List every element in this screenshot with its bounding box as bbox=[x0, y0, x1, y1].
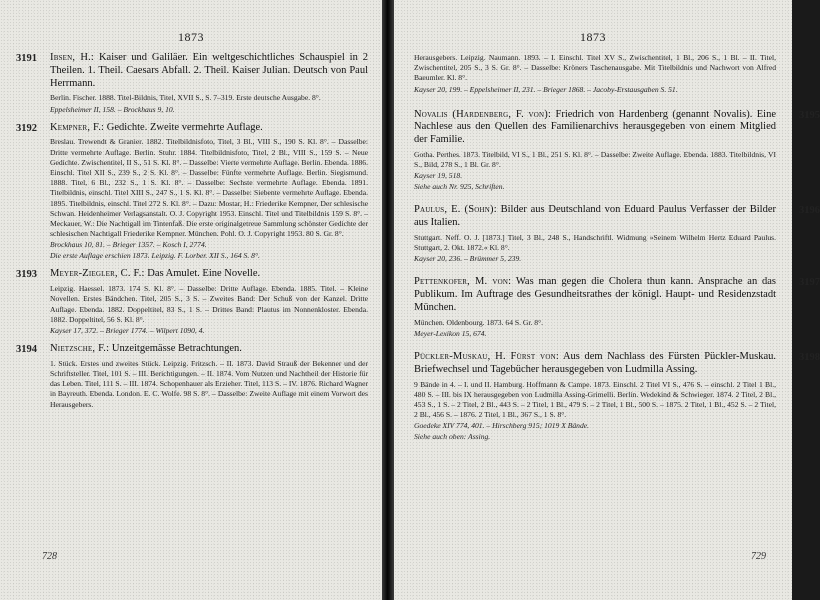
entry-number: 3195 bbox=[799, 109, 820, 121]
entry-details: Breslau. Trewendt & Granier. 1882. Titelbildnisfoto, Titel, 3 Bl., VIII S., 190 S. Kl. 8°. – Dasselbe: Dritte vermehrte Auflage. Berlin. Stuhr. 1884. Titelbildnisfoto, Titel, 2 Bl., VIII S., 159 S. – Neue Gedichte. Zwischentitel, II S., 51 S. Kl. 8°. – Dasselbe: Vierte vermehrte Auflage. Berlin. Ebenda. 1886. Einschl. Titel XII S., 239 S., 2 S. Kl. 8°. – Dasselbe: Fünfte vermehrte Auflage. Berlin. Siegismund. 1888. Titel, 6 Bl., 232 S., 1 S. Kl. 8°. – Dasselbe: Sechste vermehrte Auflage. Ebenda. 1891. Titelbildnis, einschl. Titel XIII S., 247 S., 1 S. Kl. 8°. – Dasselbe: Siebente vermehrte Auflage. Ebenda. 1895. Titelbildnis, einschl. Titel 272 S. Kl. 8°. – Dazu: Mostar, H.: Friederike Kempner, Der schlesische Schwan. Heidenheimer Verlagsanstalt. O. J. Copyright 1953. Einschl. Titel und Titelbildnis 159 S. 8°. – Meckauer, W.: Die Nachtigall im Tintenfaß. Die erste originalgetreue Sammlung schönster Gedichte der schlesischen Nachtigall Friederike Kempner. München. Pohl. O. J. Copyright 1953. 80 S. Gr. 8°. bbox=[50, 137, 368, 239]
entry-note: Die erste Auflage erschien 1873. Leipzig. F. Lorber. XII S., 164 S. 8°. bbox=[50, 251, 260, 261]
entry-body bbox=[414, 204, 776, 264]
entry-author: Meyer-Ziegler, C. F.: bbox=[50, 268, 145, 280]
right-page-year: 1873 bbox=[580, 30, 606, 44]
left-page-number: 728 bbox=[42, 551, 57, 562]
left-page-year: 1873 bbox=[178, 30, 204, 44]
entry-number: 3198 bbox=[799, 352, 820, 363]
entry-title-text: Friedrich von Hardenberg (genannt Novalis). Eine Nachlese aus den Quellen des Familienarchivs herausgegeben von einem Mitglied der Familie. bbox=[414, 108, 776, 146]
entry-body bbox=[50, 122, 368, 262]
entry-body bbox=[414, 351, 776, 442]
entry-note: Siehe auch Nr. 925, Schriften. bbox=[414, 182, 505, 192]
catalog-entry bbox=[16, 122, 368, 262]
entry-title-text: Das Amulet. Eine Novelle. bbox=[147, 268, 261, 280]
entry-details: Stuttgart. Neff. O. J. [1873.] Titel, 3 Bl., 248 S., Handschriftl. Widmung »Seinem Wilhelm Hertz Eduard Paulus. Stuttgart, 2. Okt. 1872.« Kl. 8°. bbox=[414, 233, 776, 253]
entry-author: Pettenkofer, M. von: bbox=[414, 276, 512, 288]
entry-author: Paulus, E. (Sohn): bbox=[414, 204, 497, 216]
entry-references: Goedeke XIV 774, 401. – Hirschberg 915; 1019 X Bände. bbox=[414, 421, 590, 431]
entry-title bbox=[50, 122, 368, 135]
catalog-entry-continuation bbox=[410, 53, 778, 95]
entry-title-text: Bilder aus Deutschland von Eduard Paulus Verfasser der Bilder aus Italien. bbox=[414, 204, 777, 229]
entry-author: Kempner, F.: bbox=[50, 121, 105, 133]
catalog-entry bbox=[16, 268, 368, 336]
entry-body bbox=[414, 109, 776, 193]
entry-details: Herausgebers. Leipzig. Naumann. 1893. – I. Einschl. Titel XV S., Zwischentitel, 1 Bl., 206 S., 1 Bl. – II. Titel, Zwischentitel, 205 S., 3 S. Gr. 8°. – Dasselbe: Kröners Taschenausgabe. Mit Titelbildnis und Nachwort von Alfred Baeumler. Kl. 8°. bbox=[414, 53, 776, 83]
entry-references: Kayser 19, 518. bbox=[414, 171, 463, 181]
entry-details: Berlin. Fischer. 1888. Titel-Bildnis, Titel, XVII S., S. 7–319. Erste deutsche Ausgabe. 8°. bbox=[50, 93, 321, 103]
entry-body bbox=[414, 276, 776, 339]
entry-title-text: Gedichte. Zweite vermehrte Auflage. bbox=[106, 121, 263, 133]
entry-references: Kayser 17, 372. – Brieger 1774. – Wilpert 1090, 4. bbox=[50, 326, 205, 336]
entry-references: Kayser 20, 199. – Eppelsheimer II, 231. – Brieger 1868. – Jacoby-Erstausgaben S. 51. bbox=[414, 84, 678, 94]
entry-number: 3191 bbox=[16, 53, 37, 64]
entry-number: 3197 bbox=[799, 277, 820, 289]
entry-note: Siehe auch oben: Assing. bbox=[414, 432, 491, 442]
book-gutter bbox=[382, 0, 394, 600]
catalog-entry bbox=[16, 52, 368, 115]
left-page bbox=[0, 0, 382, 600]
entry-references: Eppelsheimer II, 158. – Brockhaus 9, 10. bbox=[50, 104, 175, 114]
entry-references: Brockhaus 10, 81. – Brieger 1357. – Kosch I, 2774. bbox=[50, 240, 207, 250]
entry-title bbox=[50, 52, 368, 90]
entry-title bbox=[414, 204, 776, 230]
entry-title bbox=[50, 343, 368, 356]
entry-references: Meyer-Lexikon 15, 674. bbox=[414, 329, 487, 338]
entry-title-text: Aus dem Nachlass des Fürsten Pückler-Muskau. Briefwechsel und Tagebücher herausgegeben von Ludmilla Assing. bbox=[414, 351, 777, 375]
catalog-entry bbox=[410, 108, 820, 193]
entry-number: 3196 bbox=[799, 205, 820, 217]
entry-body bbox=[50, 52, 368, 115]
entry-references: Kayser 20, 236. – Brümmer 5, 239. bbox=[414, 254, 522, 264]
entry-title-text: Unzeitgemässe Betrachtungen. bbox=[111, 343, 242, 355]
entry-title-text: Kaiser und Galiläer. Ein weltgeschichtliches Schauspiel in 2 Theilen. 1. Theil. Caesars Abfall. 2. Theil. Kaiser Julian. Deutsch von Paul Herrmann. bbox=[50, 52, 368, 89]
entry-author: Novalis (Hardenberg, F. von): bbox=[414, 108, 552, 120]
entry-title bbox=[414, 109, 776, 147]
right-page bbox=[394, 0, 820, 600]
catalog-entry bbox=[16, 343, 368, 410]
left-page-entries bbox=[16, 52, 368, 417]
entry-details: 1. Stück. Erstes und zweites Stück. Leipzig. Fritzsch. – II. 1873. David Strauß der Bekenner und der Schriftsteller. Titel, 101 S. – III. Berichtigungen. – II. 1874. Vom Nutzen und Nachtheil der Historie für das Leben. Titel, 111 S. – III. 1874. Schopenhauer als Erzieher. Titel, 113 S. – IV. 1876. Richard Wagner in Bayreuth. Ebenda. London. E. C. Wolfe. 98 S. 8°. – Dasselbe: Zweite Auflage mit einem Vorwort des Herausgebers. bbox=[50, 358, 368, 409]
entry-number: 3193 bbox=[16, 269, 37, 281]
catalog-entry bbox=[410, 276, 820, 339]
right-page-number: 729 bbox=[751, 551, 766, 562]
entry-author: Ibsen, H.: bbox=[50, 52, 95, 63]
entry-author: Nietzsche, F.: bbox=[50, 343, 110, 355]
entry-title bbox=[414, 351, 776, 377]
right-page-entries bbox=[410, 50, 820, 449]
catalog-entry bbox=[410, 204, 820, 264]
entry-title-text: Was man gegen die Cholera thun kann. Ansprache an das Publikum. Im Auftrage des Gesundheitsrathes der königl. Haupt- und Residenzstadt München. bbox=[414, 276, 776, 313]
entry-body bbox=[414, 53, 776, 95]
entry-body bbox=[50, 343, 368, 410]
entry-details: Gotha. Perthes. 1873. Titelbild, VI S., 1 Bl., 251 S. Kl. 8°. – Dasselbe: Zweite Auflage. Ebenda. 1883. Titelbildnis, VI S., Bild, 278 S., 1 Bl. Gr. 8°. bbox=[414, 150, 776, 170]
entry-number: 3192 bbox=[16, 122, 37, 134]
entry-details: Leipzig. Haessel. 1873. 174 S. Kl. 8°. – Dasselbe: Dritte Auflage. Ebenda. 1885. Titel. – Kleine Novellen. Erstes Bändchen. Titel, 205 S., 3 S. – Zweites Band: Der Schuß von der Kanzel. Dritte Auflage. Ebenda. 1882. Doppeltitel, 83 S., 1 S. – Drittes Band: Plautus im Nonnenkloster. Ebenda. 1882. Doppeltitel, 56 S. Kl. 8°. bbox=[50, 284, 368, 324]
entry-title bbox=[414, 276, 776, 314]
entry-details: München. Oldenbourg. 1873. 64 S. Gr. 8°. bbox=[414, 317, 544, 327]
entry-title bbox=[50, 268, 368, 281]
entry-details: 9 Bände in 4. – I. und II. Hamburg. Hoffmann & Campe. 1873. Einschl. 2 Titel VI S., 476 S. – einschl. 2 Titel 1 Bl., 480 S. – III. bis IX herausgegeben von Ludmilla Assing-Grimelli. Berlin. Wedekind & Schwieger. 1874. 2 Titel, 2 Bl., 453 S., 1 S. – 2 Titel, 2 Bl., 443 S. – 2 Titel, 1 Bl., 479 S. – 2 Titel, 1 Bl., 500 S. – 1875. 2 Titel, 1 Bl., 452 S. – 2 Titel, 2 Bl., 456 S. – 1876. 2 Titel, 1 Bl., 367 S., 1 S. 8°. bbox=[414, 379, 776, 420]
catalog-entry bbox=[410, 351, 820, 442]
entry-author: Pückler-Muskau, H. Fürst von: bbox=[414, 351, 559, 362]
entry-number: 3194 bbox=[16, 344, 37, 356]
entry-body bbox=[50, 268, 368, 336]
